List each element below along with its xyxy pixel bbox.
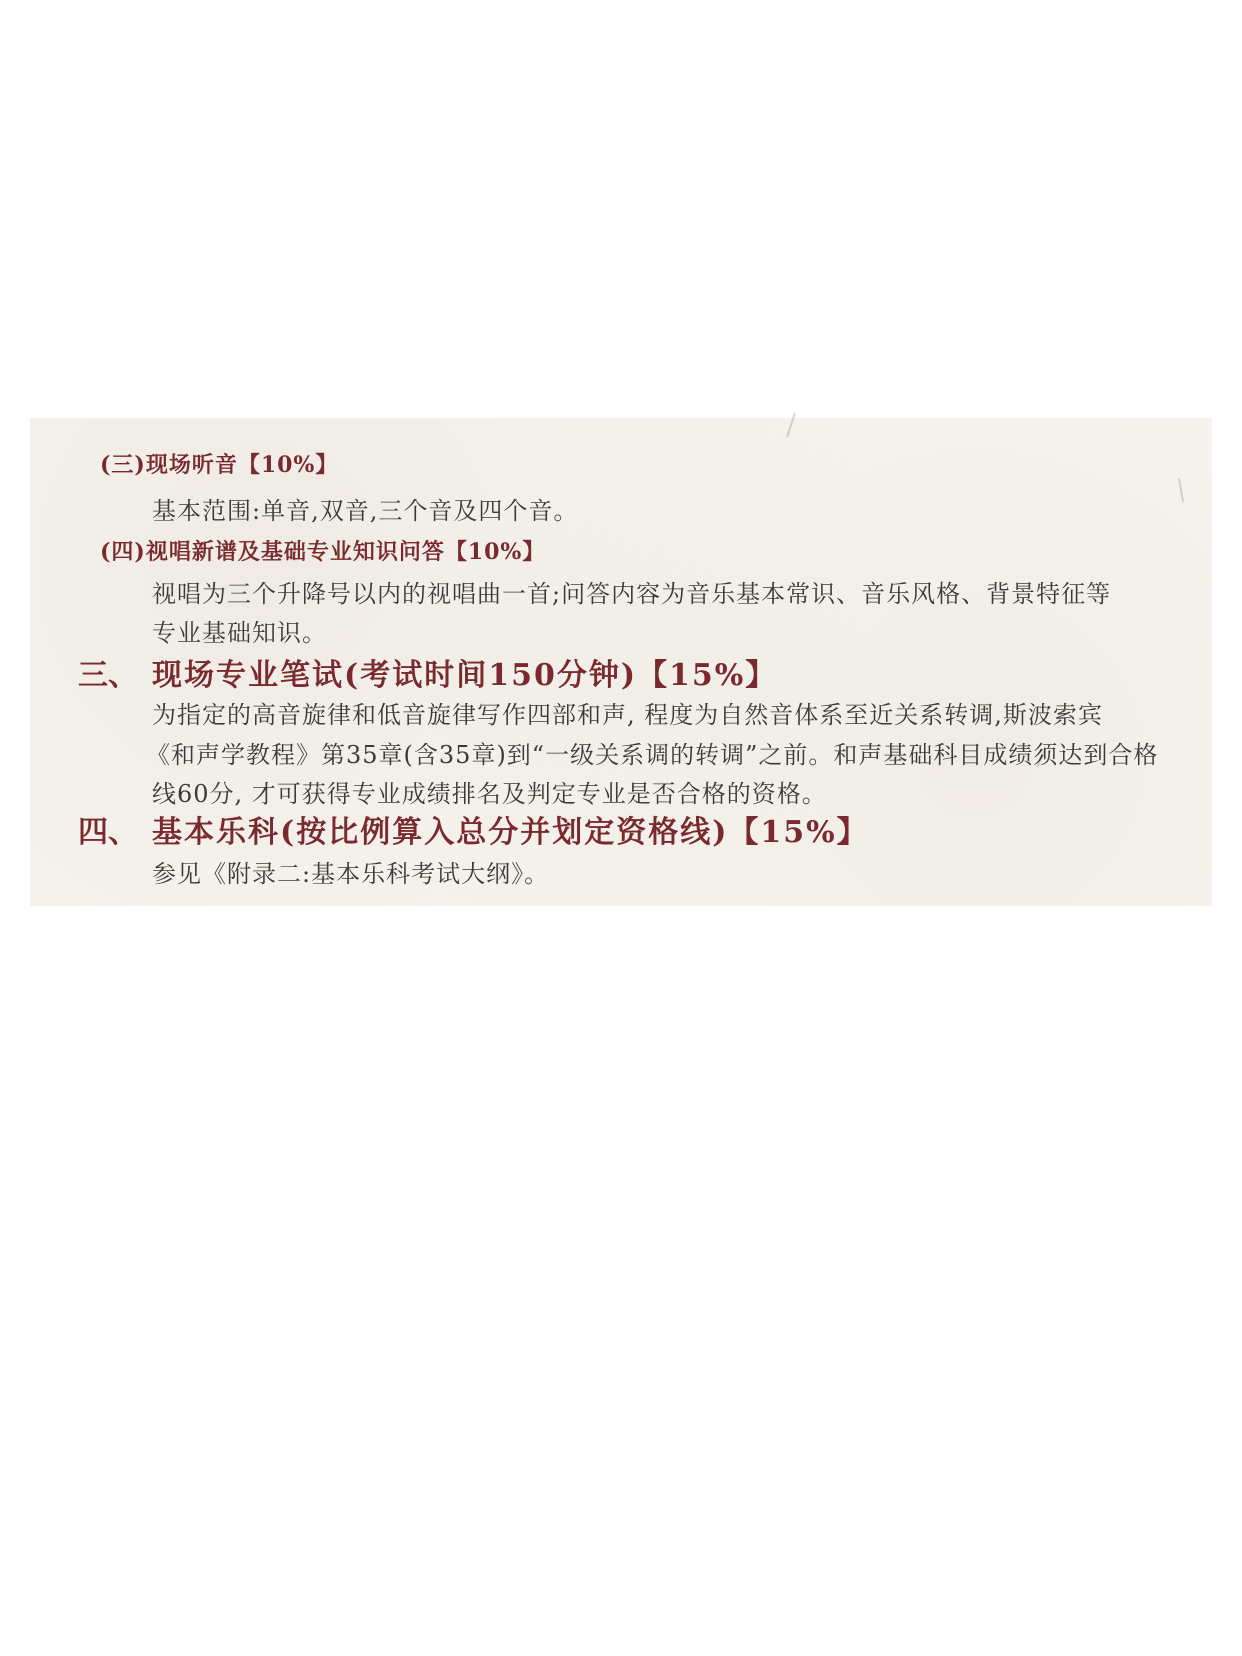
subsection-4-text-line-2: 专业基础知识。 bbox=[152, 619, 327, 647]
paper-fiber bbox=[786, 412, 796, 437]
section-heading-3: 现场专业笔试(考试时间150分钟)【15%】 bbox=[152, 658, 778, 693]
subsection-3-text: 基本范围:单音,双音,三个音及四个音。 bbox=[152, 497, 579, 525]
section-3-text-line-2: 《和声学教程》第35章(含35章)到“一级关系调的转调”之前。和声基础科目成绩须达到合格 bbox=[146, 741, 1159, 769]
section-heading-4: 基本乐科(按比例算入总分并划定资格线)【15%】 bbox=[152, 815, 869, 850]
section-number-4: 四、 bbox=[78, 815, 138, 850]
subsection-4-text-line-1: 视唱为三个升降号以内的视唱曲一首;问答内容为音乐基本常识、音乐风格、背景特征等 bbox=[152, 580, 1112, 608]
subsection-heading-3: (三)现场听音【10%】 bbox=[100, 452, 339, 478]
paper-fiber bbox=[1178, 478, 1184, 502]
section-3-text-line-1: 为指定的高音旋律和低音旋律写作四部和声, 程度为自然音体系至近关系转调,斯波索宾 bbox=[152, 701, 1103, 729]
subsection-heading-4: (四)视唱新谱及基础专业知识问答【10%】 bbox=[100, 539, 546, 565]
section-number-3: 三、 bbox=[78, 658, 138, 693]
section-4-text: 参见《附录二:基本乐科考试大纲》。 bbox=[152, 860, 550, 888]
section-3-text-line-3: 线60分, 才可获得专业成绩排名及判定专业是否合格的资格。 bbox=[152, 780, 827, 808]
